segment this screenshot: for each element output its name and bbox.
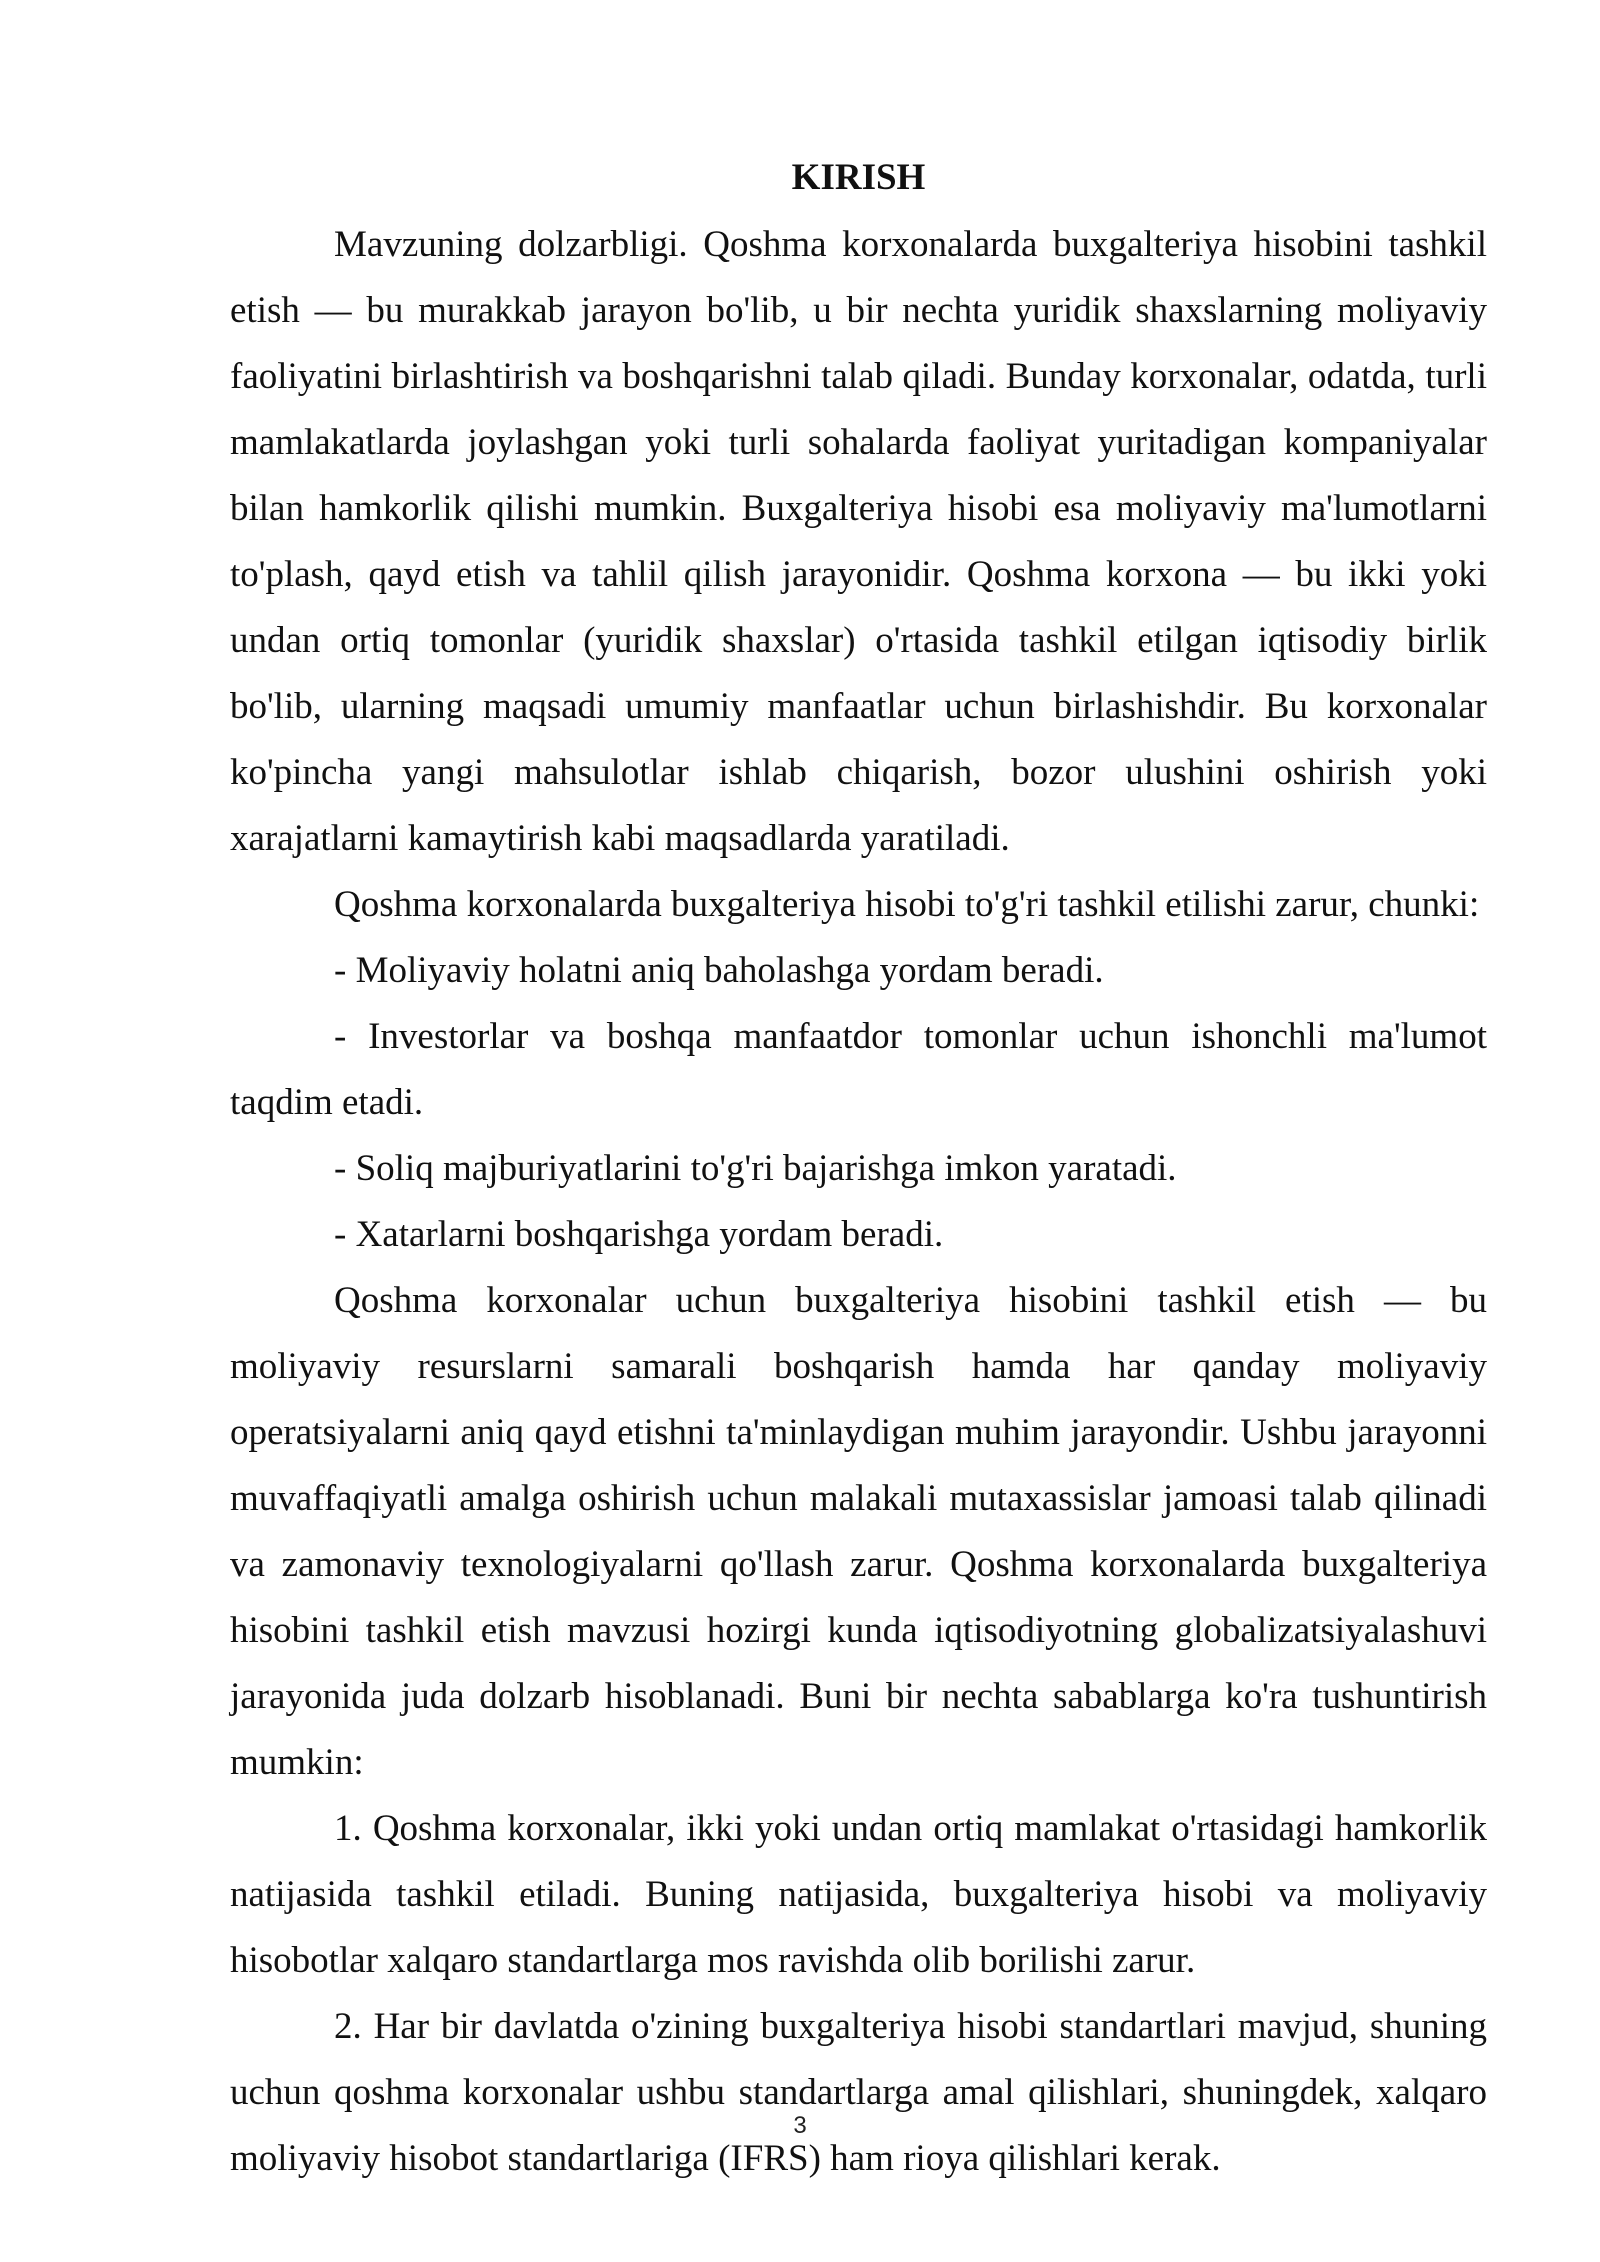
paragraph-organization: Qoshma korxonalar uchun buxgalteriya hisobini tashkil etish — bu moliyaviy resurslarni samarali boshqarish hamda har qanday moliyaviy operatsiyalarni aniq qayd etishni ta'minlaydigan muhim jarayondir. Ushbu jarayonni muvaffaqiyatli amalga oshirish uchun malakali mutaxassislar jamoasi talab qilinadi va zamonaviy texnologiyalarni qo'llash zarur. Qoshma korxonalarda buxgalteriya hisobini tashkil etish mavzusi hozirgi kunda iqtisodiyotning globalizatsiyalashuvi jarayonida juda dolzarb hisoblanadi. Buni bir nechta sabablarga ko'ra tushuntirish mumkin: [230, 1280, 1487, 1783]
paragraph-relevance: Mavzuning dolzarbligi. Qoshma korxonalarda buxgalteriya hisobini tashkil etish — bu murakkab jarayon bo'lib, u bir nechta yuridik shaxslarning moliyaviy faoliyatini birlashtirish va boshqarishni talab qiladi. Bunday korxonalar, odatda, turli mamlakatlarda joylashgan yoki turli sohalarda faoliyat yuritadigan kompaniyalar bilan hamkorlik qilishi mumkin. Buxgalteriya hisobi esa moliyaviy ma'lumotlarni to'plash, qayd etish va tahlil qilish jarayonidir. Qoshma korxona — bu ikki yoki undan ortiq tomonlar (yuridik shaxslar) o'rtasida tashkil etilgan iqtisodiy birlik bo'lib, ularning maqsadi umumiy manfaatlar uchun birlashishdir. Bu korxonalar ko'pincha yangi mahsulotlar ishlab chiqarish, bozor ulushini oshirish yoki xarajatlarni kamaytirish kabi maqsadlarda yaratiladi. [230, 224, 1487, 859]
list-item-financial-state: - Moliyaviy holatni aniq baholashga yordam beradi. [334, 950, 1104, 991]
numbered-item-1: 1. Qoshma korxonalar, ikki yoki undan ortiq mamlakat o'rtasidagi hamkorlik natijasida tashkil etiladi. Buning natijasida, buxgalteriya hisobi va moliyaviy hisobotlar xalqaro standartlarga mos ravishda olib borilishi zarur. [230, 1808, 1487, 1981]
paragraph-why-needed: Qoshma korxonalarda buxgalteriya hisobi to'g'ri tashkil etilishi zarur, chunki: [334, 884, 1480, 925]
list-item-investors: - Investorlar va boshqa manfaatdor tomonlar uchun ishonchli ma'lumot taqdim etadi. [230, 1016, 1487, 1123]
section-title: KIRISH [791, 157, 926, 198]
list-item-risks: - Xatarlarni boshqarishga yordam beradi. [334, 1214, 944, 1255]
list-item-tax: - Soliq majburiyatlarini to'g'ri bajarishga imkon yaratadi. [334, 1148, 1177, 1189]
page-content [230, 148, 1487, 2192]
page-number: 3 [793, 2112, 807, 2139]
numbered-item-2: 2. Har bir davlatda o'zining buxgalteriya hisobi standartlari mavjud, shuning uchun qoshma korxonalar ushbu standartlarga amal qilishlari, shuningdek, xalqaro moliyaviy hisobot standartlariga (IFRS) ham rioya qilishlari kerak. [230, 2006, 1487, 2179]
